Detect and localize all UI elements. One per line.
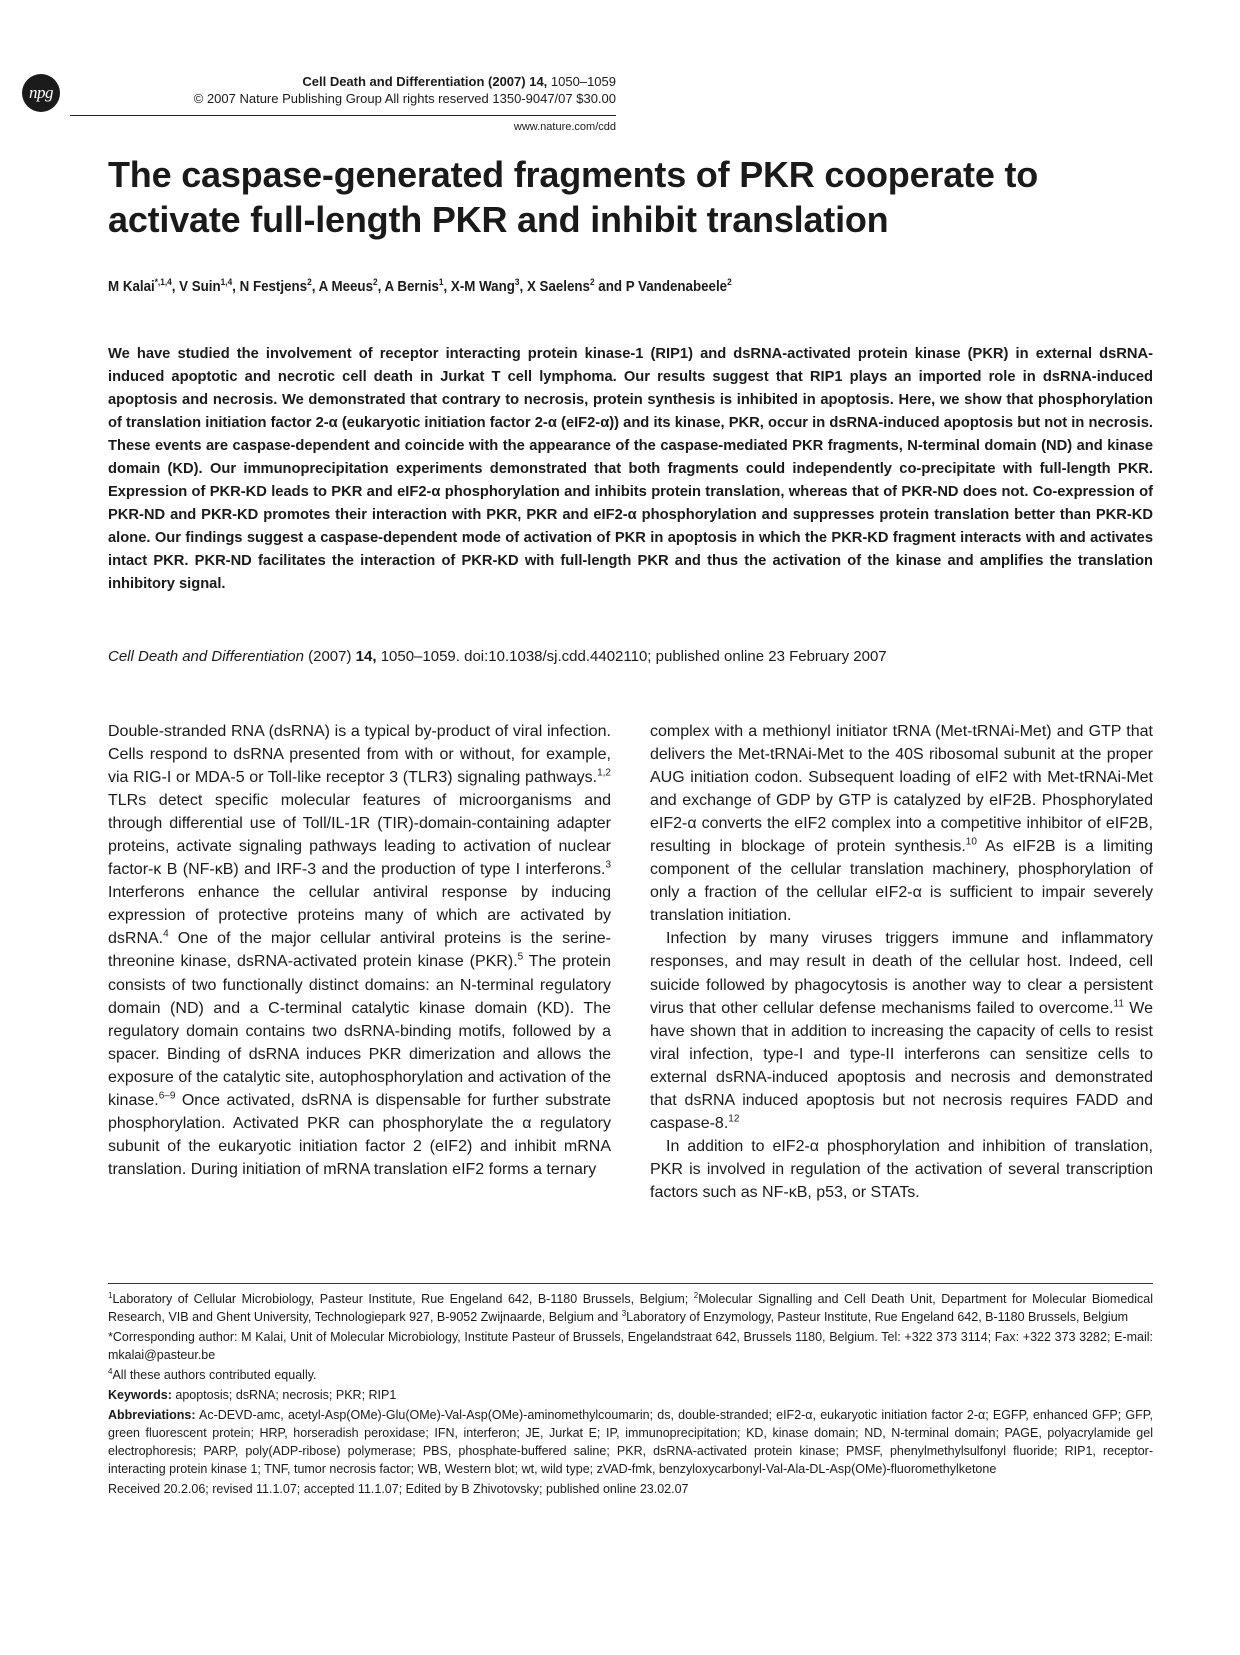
affiliation-text: Laboratory of Cellular Microbiology, Pasteur Institute, Rue Engeland 642, B-1180 Brussels, Belgium; <box>112 1292 694 1306</box>
article-title: The caspase-generated fragments of PKR cooperate to activate full-length PKR and inhibit translation <box>108 154 1039 240</box>
author-affiliation: 2 <box>589 277 595 287</box>
body-column-left <box>108 720 611 1181</box>
author-name: N Festjens <box>239 278 308 295</box>
author-affiliation: 2 <box>307 277 312 287</box>
body-text: Infection by many viruses triggers immune and inflammatory responses, and may result in death of the cellular host. Indeed, cell suicide followed by phagocytosis is another way to clear a persistent virus that other cellular defense mechanisms failed to overcome. <box>650 930 1153 1017</box>
affiliation-marker: 1 <box>108 1290 113 1300</box>
citation-volume: 14, <box>355 648 377 665</box>
keywords-label: Keywords: <box>108 1388 172 1402</box>
journal-header <box>194 73 616 107</box>
body-paragraph <box>650 720 1153 927</box>
body-text: The protein consists of two functionally distinct domains: an N-terminal regulatory domain (ND) and a C-terminal catalytic kinase domain (KD). The regulatory domain contains two dsRNA-binding motifs, followed by a spacer. Binding of dsRNA induces PKR dimerization and allows the exposure of the catalytic site, autophosphorylation and activation of the kinase. <box>108 953 612 1109</box>
author-affiliation: 1 <box>438 277 444 287</box>
received-dates: Received 20.2.06; revised 11.1.07; accepted 11.1.07; Edited by B Zhivotovsky; published online 23.02.07 <box>108 1482 689 1496</box>
corresponding-author-footnote: *Corresponding author: M Kalai, Unit of Molecular Microbiology, Institute Pasteur of Brussels, Engelandstraat 642, Brussels 1180, Belgium. Tel: +322 373 3114; Fax: +322 373 3282; E-mail: mkalai@pasteur.be <box>108 1330 1153 1362</box>
body-text: Once activated, dsRNA is dispensable for further substrate phosphorylation. Activated PKR can phosphorylate the α regulatory subunit of the eukaryotic initiation factor 2 (eIF2) and inhibit mRNA translation. During initiation of mRNA translation eIF2 forms a ternary <box>108 1091 611 1178</box>
body-column-right <box>650 720 1153 1204</box>
abbreviations-label: Abbreviations: <box>108 1408 196 1422</box>
journal-name: Cell Death and Differentiation <box>302 74 485 89</box>
reference-marker[interactable]: 4 <box>163 929 169 941</box>
body-text: TLRs detect specific molecular features of microorganisms and through differential use of Toll/IL-1R (TIR)-domain-containing adapter proteins, activate signaling pathways leading to activation of nuclear factor-κ B (NF-κB) and IRF-3 and the production of type I interferons. <box>108 792 611 879</box>
abbreviations-text: Ac-DEVD-amc, acetyl-Asp(OMe)-Glu(OMe)-Val-Asp(OMe)-aminomethylcoumarin; ds, double-stranded; eIF2-α, eukaryotic initiation factor 2-α; EGFP, enhanced GFP; GFP, green fluorescent protein; HRP, horseradish peroxidase; IFN, interferon; JE, Jurkat E; IP, immunoprecipitation; KD, kinase domain; ND, N-terminal domain; PAGE, polyacrylamide gel electrophoresis; PARP, poly(ADP-ribose) polymerase; PBS, phosphate-buffered saline; PKR, dsRNA-activated protein kinase; PMSF, phenylmethylsulfonyl fluoride; RIP1, receptor-interacting protein kinase 1; TNF, tumor necrosis factor; WB, Western blot; wt, wild type; zVAD-fmk, benzyloxycarbonyl-Val-Ala-DL-Asp(OMe)-fluoromethylketone <box>108 1408 1153 1476</box>
body-text: We have shown that in addition to increasing the capacity of cells to resist viral infection, type-I and type-II interferons can sensitize cells to external dsRNA-induced apoptosis and necrosis and demonstrated that dsRNA induced apoptosis but not necrosis requires FADD and caspase-8. <box>650 999 1154 1132</box>
copyright-line: © 2007 Nature Publishing Group All rights reserved 1350-9047/07 $30.00 <box>193 91 616 106</box>
author-name: X Saelens <box>526 278 590 295</box>
author-name: P Vandenabeele <box>625 278 728 295</box>
author-name: A Bernis <box>384 278 439 295</box>
body-text: complex with a methionyl initiator tRNA (Met-tRNAi-Met) and GTP that delivers the Met-tRNAi-Met to the 40S ribosomal subunit at the proper AUG initiation codon. Subsequent loading of eIF2 with Met-tRNAi-Met and exchange of GDP by GTP is catalyzed by eIF2B. Phosphorylated eIF2-α converts the eIF2 complex into a competitive inhibitor of eIF2B, resulting in blockage of protein synthesis. <box>650 723 1153 856</box>
abstract: We have studied the involvement of receptor interacting protein kinase-1 (RIP1) and dsRNA-activated protein kinase (PKR) in external dsRNA-induced apoptotic and necrotic cell death in Jurkat T cell lymphoma. Our results suggest that RIP1 plays an imported role in dsRNA-induced apoptosis and necrosis. We demonstrated that contrary to necrosis, protein synthesis is inhibited in apoptosis. Here, we show that phosphorylation of translation initiation factor 2-α (eukaryotic initiation factor 2-α (eIF2-α)) and its kinase, PKR, occur in dsRNA-induced apoptosis but not in necrosis. These events are caspase-dependent and coincide with the appearance of the caspase-mediated PKR fragments, N-terminal domain (ND) and kinase domain (KD). Our immunoprecipitation experiments demonstrated that both fragments could independently co-precipitate with full-length PKR. Expression of PKR-KD leads to PKR and eIF2-α phosphorylation and inhibits protein translation, whereas that of PKR-ND does not. Co-expression of PKR-ND and PKR-KD promotes their interaction with PKR, PKR and eIF2-α phosphorylation and suppresses protein translation better than PKR-KD alone. Our findings suggest a caspase-dependent mode of activation of PKR in apoptosis in which the PKR-KD fragment interacts with and activates intact PKR. PKR-ND facilitates the interaction of PKR-KD with full-length PKR and thus the activation of the kinase and amplifies the translation inhibitory signal. <box>108 346 1153 592</box>
affiliation-marker: 4 <box>108 1366 113 1376</box>
reference-marker[interactable]: 3 <box>605 859 611 871</box>
equal-contribution-footnote <box>108 1366 1153 1384</box>
author-affiliation: *,1,4 <box>154 277 172 287</box>
affiliations-footnote <box>108 1290 1153 1326</box>
journal-year: (2007) <box>488 74 526 89</box>
author-name: X-M Wang <box>450 278 515 295</box>
body-text: One of the major cellular antiviral proteins is the serine-threonine kinase, dsRNA-activated protein kinase (PKR). <box>108 930 611 971</box>
author-affiliation: 2 <box>727 277 732 287</box>
reference-marker[interactable]: 12 <box>728 1113 740 1125</box>
reference-marker[interactable]: 6–9 <box>158 1090 176 1102</box>
affiliation-text: Molecular Signalling and Cell Death Unit, Department for Molecular Biomedical Research, VIB and Ghent University, Technologiepark 927, B-9052 Zwijnaarde, Belgium and <box>108 1292 1153 1324</box>
reference-marker[interactable]: 11 <box>1113 998 1124 1010</box>
article-citation <box>108 648 887 665</box>
author-name: V Suin <box>179 278 221 295</box>
reference-marker[interactable]: 1,2 <box>597 767 611 779</box>
header-divider <box>70 115 616 116</box>
journal-volume: 14, <box>529 74 548 89</box>
author-affiliation: 1,4 <box>220 277 233 287</box>
journal-citation-line <box>194 73 616 90</box>
equal-contribution-text: All these authors contributed equally. <box>112 1368 317 1382</box>
author-affiliation: 2 <box>372 277 378 287</box>
body-paragraph: In addition to eIF2-α phosphorylation and inhibition of translation, PKR is involved in regulation of the activation of several transcription factors such as NF-κB, p53, or STATs. <box>650 1137 1153 1201</box>
body-paragraph <box>650 927 1153 1134</box>
publisher-logo: npg <box>22 74 60 112</box>
footnote-divider <box>108 1283 1153 1284</box>
affiliation-text: Laboratory of Enzymology, Pasteur Institute, Rue Engeland 642, B-1180 Brussels, Belgium <box>626 1310 1129 1324</box>
keywords-text: apoptosis; dsRNA; necrosis; PKR; RIP1 <box>171 1388 397 1402</box>
citation-year: (2007) <box>308 648 352 665</box>
author-affiliation: 3 <box>514 277 520 287</box>
journal-website-link[interactable]: www.nature.com/cdd <box>513 121 616 133</box>
body-text: Interferons enhance the cellular antiviral response by inducing expression of protective proteins many of which are activated by dsRNA. <box>108 884 611 948</box>
citation-journal: Cell Death and Differentiation <box>108 648 304 665</box>
author-name: M Kalai <box>108 278 155 295</box>
author-list: M Kalai$^{*,1,4}$, V Suin$^{1,4}$, N Festjens$^2$, A Meeus$^2$, A Bernis$^1$, X-M Wang$^3$, X Saelens$^2$ and P Vandenabeele$^2$ <box>108 277 732 295</box>
body-text: Double-stranded RNA (dsRNA) is a typical by-product of viral infection. Cells respond to dsRNA presented from with or without, for example, via RIG-I or MDA-5 or Toll-like receptor 3 (TLR3) signaling pathways. <box>108 723 611 787</box>
abbreviations-footnote <box>108 1406 1153 1478</box>
journal-pages: 1050–1059 <box>550 74 616 89</box>
body-paragraph <box>108 720 611 1181</box>
body-text: As eIF2B is a limiting component of the cellular translation machinery, phosphorylation of only a fraction of the cellular eIF2-α is sufficient to impair severely translation initiation. <box>650 838 1153 925</box>
affiliation-marker: 3 <box>621 1308 627 1318</box>
citation-details: 1050–1059. doi:10.1038/sj.cdd.4402110; published online 23 February 2007 <box>380 648 887 665</box>
reference-marker[interactable]: 5 <box>517 952 524 964</box>
keywords-footnote <box>108 1386 1153 1404</box>
reference-marker[interactable]: 10 <box>965 836 977 848</box>
author-name: A Meeus <box>318 278 373 295</box>
footnotes <box>108 1290 1153 1500</box>
affiliation-marker: 2 <box>693 1290 699 1300</box>
